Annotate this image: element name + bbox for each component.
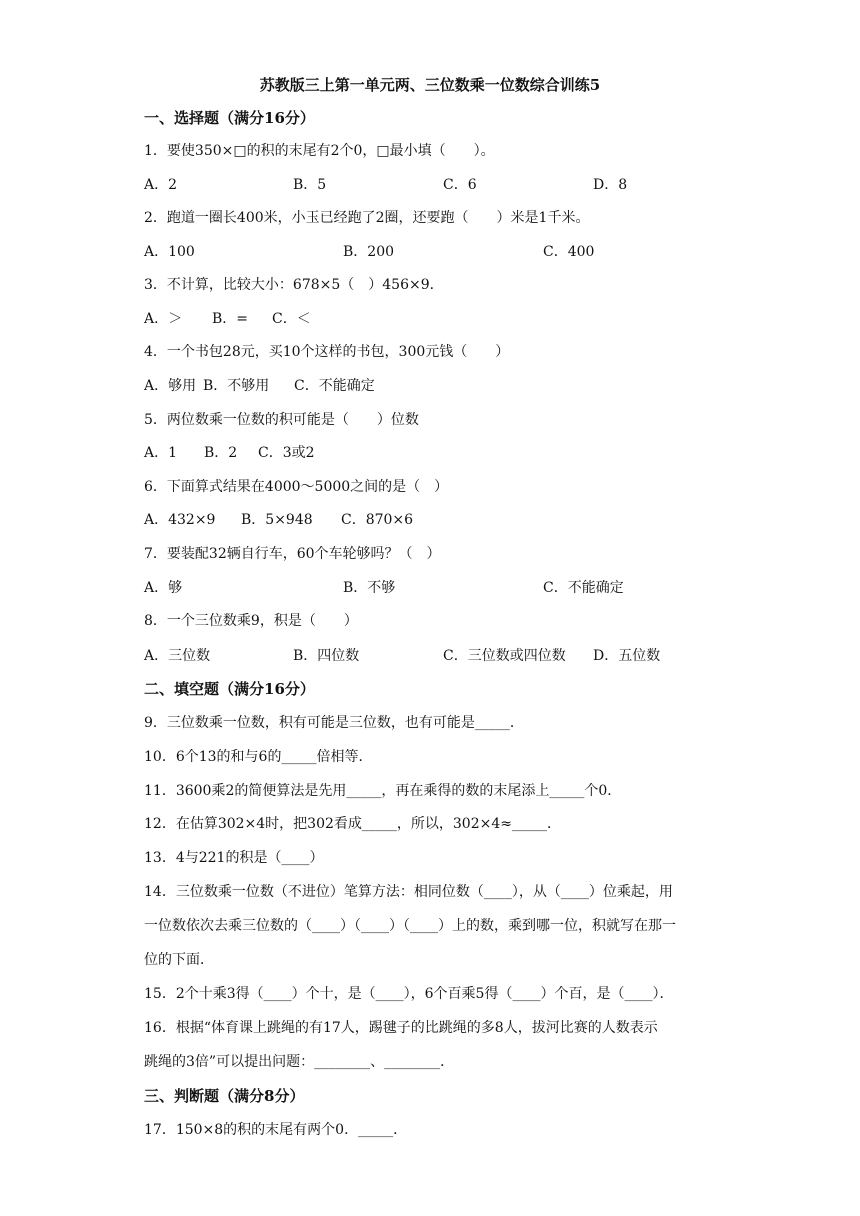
q3-option-c: C．＜ [272, 311, 311, 327]
section-heading-true-false: 三、判断题（满分8分） [144, 1087, 305, 1105]
q3-option-a: A．＞ [144, 311, 183, 327]
q4-option-c: C．不能确定 [294, 378, 375, 394]
question-7: 7．要装配32辆自行车，60个车轮够吗？（ ） [144, 546, 441, 562]
q5-option-a: A．1 [144, 445, 178, 461]
q1-option-d: D．8 [593, 177, 628, 193]
section-heading-fill-in: 二、填空题（满分16分） [144, 680, 315, 698]
question-13: 13．4与221的积是（____） [144, 850, 324, 866]
question-6: 6．下面算式结果在4000～5000之间的是（ ） [144, 479, 449, 495]
question-5: 5．两位数乘一位数的积可能是（ ）位数 [144, 412, 419, 428]
question-11: 11．3600乘2的简便算法是先用_____，再在乘得的数的末尾添上_____个0． [144, 783, 622, 799]
q2-option-a: A．100 [144, 244, 195, 260]
q6-option-c: C．870×6 [341, 512, 414, 528]
q8-option-d: D．五位数 [593, 648, 661, 664]
q1-option-a: A．2 [144, 177, 178, 193]
q3-option-b: B．= [212, 311, 249, 327]
q6-option-a: A．432×9 [144, 512, 216, 528]
q7-option-c: C．不能确定 [543, 580, 624, 596]
question-9: 9．三位数乘一位数，积有可能是三位数，也有可能是_____． [144, 715, 524, 731]
q1-option-b: B．5 [293, 177, 327, 193]
q2-option-c: C．400 [543, 244, 595, 260]
question-14-line-1: 14．三位数乘一位数（不进位）笔算方法：相同位数（____），从（____）位乘起，用 [144, 884, 673, 900]
question-14-line-2: 一位数依次去乘三位数的（____）（____）（____）上的数，乘到哪一位，积就写在那一 [144, 918, 676, 934]
question-1: 1．要使350×□的积的末尾有2个0，□最小填（ ）。 [144, 143, 495, 159]
q8-option-b: B．四位数 [293, 648, 360, 664]
q1-option-c: C．6 [443, 177, 477, 193]
question-16-line-2: 跳绳的3倍”可以提出问题：________、________． [144, 1054, 455, 1070]
q5-option-c: C．3或2 [258, 445, 315, 461]
question-15: 15．2个十乘3得（____）个十，是（____），6个百乘5得（____）个百，是（____）． [144, 986, 674, 1002]
question-3: 3．不计算，比较大小：678×5（ ）456×9． [144, 277, 444, 293]
q8-option-a: A．三位数 [144, 648, 211, 664]
q7-option-b: B．不够 [343, 580, 396, 596]
document-title: 苏教版三上第一单元两、三位数乘一位数综合训练5 [259, 76, 601, 94]
question-14-line-3: 位的下面． [144, 952, 214, 968]
question-17: 17．150×8的积的末尾有两个0．_____． [144, 1122, 408, 1138]
q7-option-a: A．够 [144, 580, 183, 596]
question-8: 8．一个三位数乘9，积是（ ） [144, 613, 358, 629]
section-heading-choice: 一、选择题（满分16分） [144, 109, 315, 127]
q5-option-b: B．2 [204, 445, 238, 461]
q8-option-c: C．三位数或四位数 [443, 648, 566, 664]
q6-option-b: B．5×948 [241, 512, 313, 528]
q4-option-b: B．不够用 [203, 378, 270, 394]
question-10: 10．6个13的和与6的_____倍相等． [144, 749, 373, 765]
question-4: 4．一个书包28元，买10个这样的书包，300元钱（ ） [144, 344, 510, 360]
q4-option-a: A．够用 [144, 378, 197, 394]
question-16-line-1: 16．根据“体育课上跳绳的有17人，踢毽子的比跳绳的多8人，拔河比赛的人数表示 [144, 1020, 658, 1036]
question-12: 12．在估算302×4时，把302看成_____，所以，302×4≈_____． [144, 816, 561, 832]
q2-option-b: B．200 [343, 244, 395, 260]
question-2: 2．跑道一圈长400米，小玉已经跑了2圈，还要跑（ ）米是1千米。 [144, 210, 590, 226]
